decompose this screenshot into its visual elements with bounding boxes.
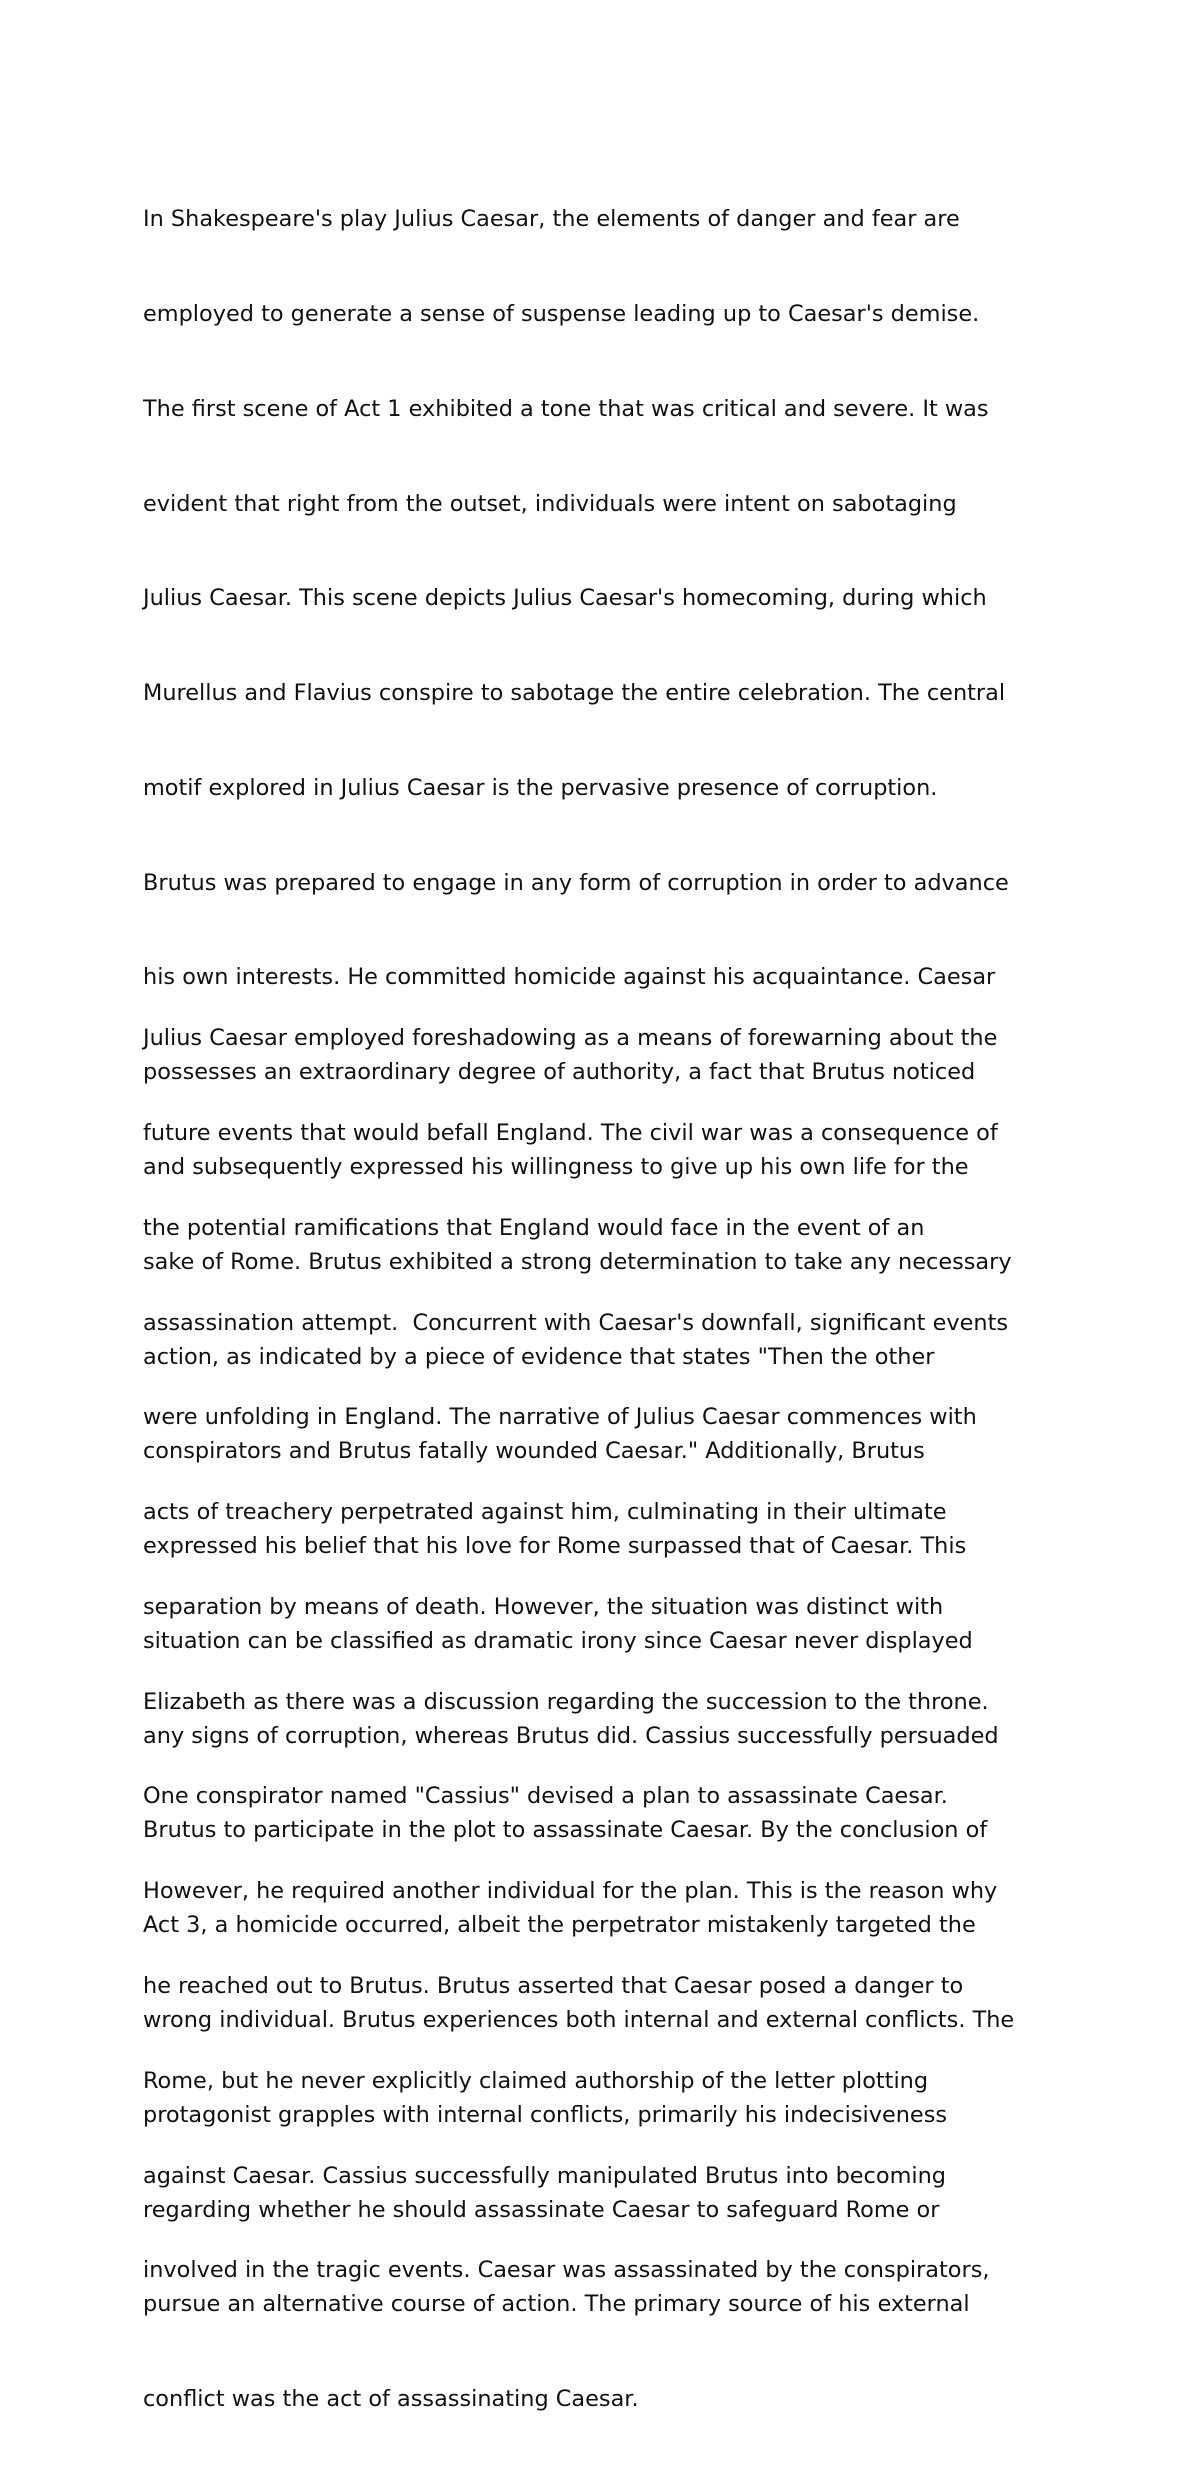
text-line: evident that right from the outset, individuals were intent on sabotaging: [143, 490, 957, 517]
text-line: Brutus to participate in the plot to assassinate Caesar. By the conclusion of: [143, 1817, 988, 1844]
text-line: future events that would befall England. The civil war was a consequence of: [143, 1119, 998, 1146]
text-line: conflict was the act of assassinating Caesar.: [143, 2386, 639, 2413]
text-line: Brutus was prepared to engage in any form of corruption in order to advance: [143, 869, 1009, 896]
text-line: protagonist grapples with internal conflicts, primarily his indecisiveness: [143, 2101, 948, 2128]
text-line: Elizabeth as there was a discussion regarding the succession to the throne.: [143, 1688, 989, 1715]
text-line: action, as indicated by a piece of evidence that states "Then the other: [143, 1343, 935, 1370]
text-line: Act 3, a homicide occurred, albeit the perpetrator mistakenly targeted the: [143, 1912, 976, 1939]
paragraph-2: [143, 960, 1103, 2350]
text-line: any signs of corruption, whereas Brutus did. Cassius successfully persuaded: [143, 1722, 999, 1749]
text-line: wrong individual. Brutus experiences both internal and external conflicts. The: [143, 2007, 1015, 2034]
text-line: he reached out to Brutus. Brutus asserted that Caesar posed a danger to: [143, 1973, 964, 1999]
text-line: Julius Caesar employed foreshadowing as a means of forewarning about the: [143, 1025, 998, 1052]
text-line: expressed his belief that his love for Rome surpassed that of Caesar. This: [143, 1533, 967, 1560]
text-line: In Shakespeare's play Julius Caesar, the elements of danger and fear are: [143, 206, 960, 233]
text-line: and subsequently expressed his willingness to give up his own life for the: [143, 1154, 969, 1180]
text-line: The first scene of Act 1 exhibited a tone that was critical and severe. It was: [143, 395, 989, 422]
text-line: the potential ramifications that England would face in the event of an: [143, 1214, 925, 1241]
text-line: involved in the tragic events. Caesar was assassinated by the conspirators,: [143, 2257, 990, 2284]
text-line: situation can be classified as dramatic irony since Caesar never displayed: [143, 1627, 973, 1654]
text-line: Murellus and Flavius conspire to sabotage the entire celebration. The central: [143, 680, 1006, 707]
text-line: One conspirator named "Cassius" devised a plan to assassinate Caesar.: [143, 1783, 948, 1810]
text-line: regarding whether he should assassinate Caesar to safeguard Rome or: [143, 2196, 940, 2223]
text-line: Julius Caesar. This scene depicts Julius Caesar's homecoming, during which: [143, 585, 987, 612]
text-line: However, he required another individual for the plan. This is the reason why: [143, 1878, 998, 1905]
text-line: assassination attempt. Concurrent with Caesar's downfall, significant events: [143, 1309, 1009, 1336]
text-line: against Caesar. Cassius successfully manipulated Brutus into becoming: [143, 2162, 947, 2189]
text-line: motif explored in Julius Caesar is the pervasive presence of corruption.: [143, 774, 938, 801]
text-line: separation by means of death. However, the situation was distinct with: [143, 1593, 944, 1620]
text-line: were unfolding in England. The narrative of Julius Caesar commences with: [143, 1404, 977, 1431]
text-line: pursue an alternative course of action. The primary source of his external: [143, 2291, 970, 2318]
text-line: sake of Rome. Brutus exhibited a strong determination to take any necessary: [143, 1248, 1012, 1275]
text-line: Rome, but he never explicitly claimed authorship of the letter plotting: [143, 2067, 929, 2094]
text-line: conspirators and Brutus fatally wounded Caesar." Additionally, Brutus: [143, 1438, 925, 1465]
text-line: possesses an extraordinary degree of authority, a fact that Brutus noticed: [143, 1059, 976, 1086]
text-line: acts of treachery perpetrated against him, culminating in their ultimate: [143, 1499, 947, 1526]
text-line: employed to generate a sense of suspense leading up to Caesar's demise.: [143, 300, 980, 327]
text-line: his own interests. He committed homicide against his acquaintance. Caesar: [143, 964, 996, 991]
